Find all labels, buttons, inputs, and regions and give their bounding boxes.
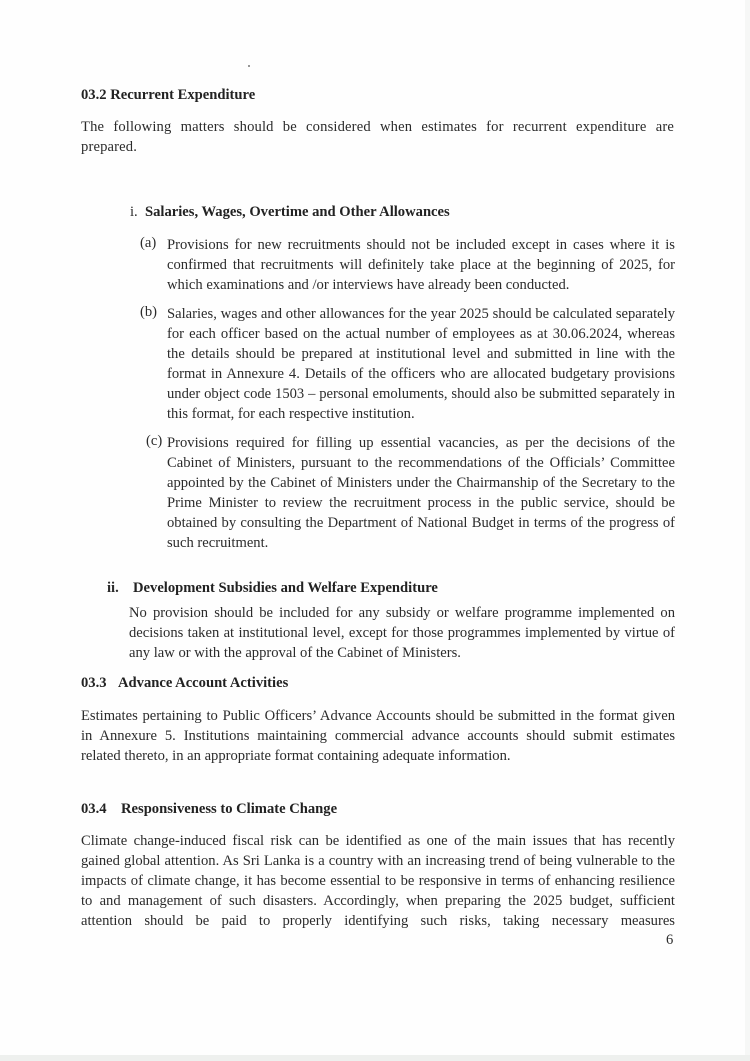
subsection-text-subsidies: No provision should be included for any subsidy or welfare programme implemented on decisions taken at institutional level, except for those programmes implemented by virtue of any law or with the approval of the Cabinet of Ministers. bbox=[129, 605, 675, 661]
page-edge bbox=[745, 0, 750, 1061]
item-text-b: Salaries, wages and other allowances for the year 2025 should be calculated separately for each officer based on the actual number of employees as at 30.06.2024, whereas the details should be prepared at institutional level and submitted in line with the format in Annexure 4. Details of the officers who are allocated budgetary provisions under object code 1503 – personal emoluments, should also be submitted separately in this format, for each respective institution. bbox=[167, 306, 675, 422]
section-number-03-3: 03.3 bbox=[81, 675, 107, 691]
page-edge bbox=[0, 1055, 750, 1061]
section-heading-03-4: Responsiveness to Climate Change bbox=[121, 801, 338, 817]
item-text-c: Provisions required for filling up essential vacancies, as per the decisions of the Cabinet of Ministers, pursuant to the recommendations of the Officials’ Committee appointed by the Cabinet of Ministers under the Chairmanship of the Secretary to the Prime Minister to review the recruitment process in the public service, should be obtained by consulting the Department of National Budget in terms of the progress of such recruitment. bbox=[167, 435, 675, 551]
subsection-marker: ii. bbox=[107, 580, 119, 596]
section-intro: The following matters should be considered when estimates for recurrent expenditure are prepared. bbox=[81, 119, 674, 155]
item-marker: (a) bbox=[140, 235, 157, 251]
item-text-a: Provisions for new recruitments should not be included except in cases where it is confirmed that recruitments will definitely take place at the beginning of 2025, for which examinations and /or interviews have already been conducted. bbox=[167, 237, 675, 293]
subsection-marker: i. bbox=[130, 204, 138, 220]
scan-speck bbox=[248, 65, 250, 67]
section-heading-03-3: Advance Account Activities bbox=[118, 675, 289, 691]
section-heading-03-2: 03.2 Recurrent Expenditure bbox=[81, 87, 256, 103]
item-marker: (b) bbox=[140, 304, 158, 320]
page-number: 6 bbox=[666, 932, 674, 948]
section-text-03-4: Climate change-induced fiscal risk can be identified as one of the main issues that has recently gained global attention. As Sri Lanka is a country with an increasing trend of being vulnerable to the impacts of climate change, it has become essential to be responsive in terms of enhancing resilience to and management of such disasters. Accordingly, when preparing the 2025 budget, sufficient attention should be paid to properly identifying such risks, taking necessary measures bbox=[81, 833, 675, 929]
subsection-heading-subsidies: Development Subsidies and Welfare Expenditure bbox=[133, 580, 438, 596]
section-text-03-3: Estimates pertaining to Public Officers’ Advance Accounts should be submitted in the format given in Annexure 5. Institutions maintaining commercial advance accounts should submit estimates related thereto, in an appropriate format containing adequate information. bbox=[81, 708, 675, 764]
section-number-03-4: 03.4 bbox=[81, 801, 107, 817]
subsection-heading-salaries: Salaries, Wages, Overtime and Other Allowances bbox=[145, 204, 450, 220]
item-marker: (c) bbox=[146, 433, 163, 449]
